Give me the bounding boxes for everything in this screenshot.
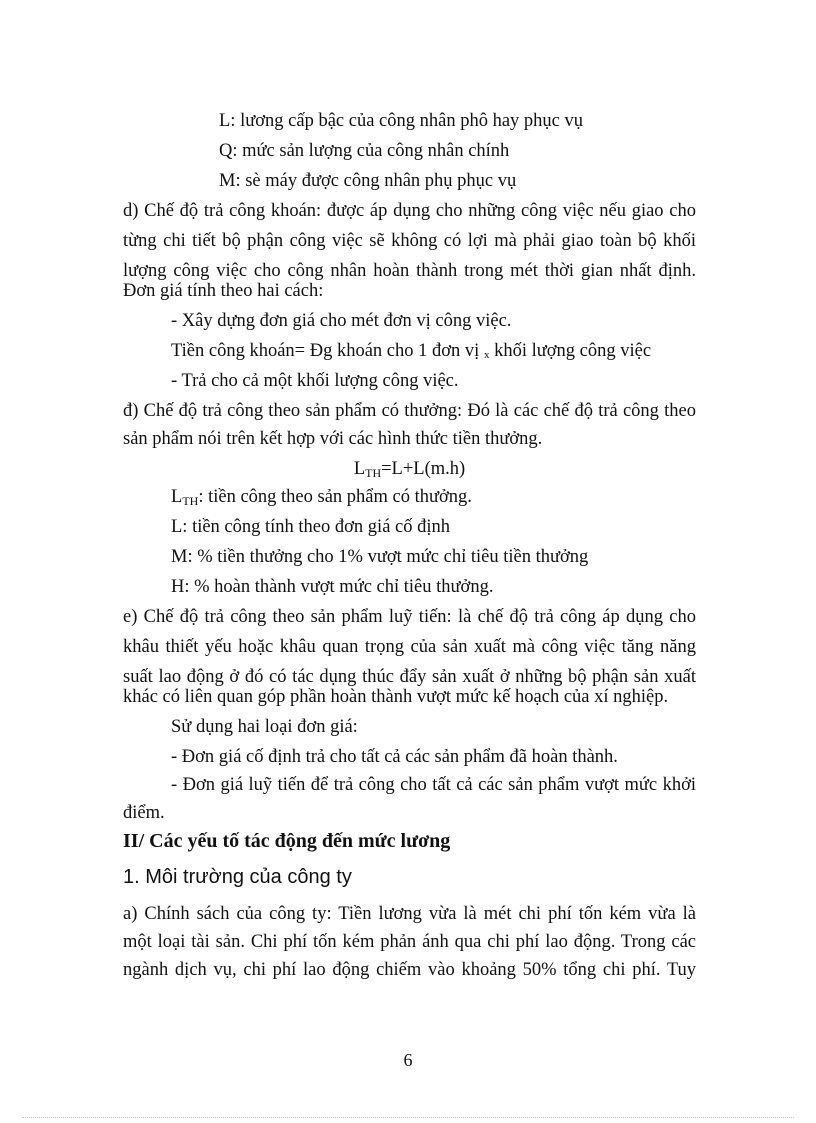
formula-l: L <box>353 459 366 479</box>
paragraph-e-line-3: suất lao động ở đó có tác dụng thúc đẩy sản xuất ở những bộ phận sản xuất <box>123 667 696 687</box>
bullet-e-2-line-2: điểm. <box>123 803 165 823</box>
paragraph-a-line-3: ngành dịch vụ, chi phí lao động chiếm vào khoảng 50% tổng chi phí. Tuy <box>123 960 696 980</box>
definition-lth <box>171 482 696 516</box>
definition-l: L: lương cấp bậc của công nhân phô hay phục vụ <box>219 111 584 131</box>
bullet-e-2-line-1: - Đơn giá luỹ tiến để trả công cho tất cả các sản phẩm vượt mức khởi <box>171 775 696 795</box>
definition-h: H: % hoàn thành vượt mức chỉ tiêu thưởng. <box>171 577 494 597</box>
definition-m-2: M: % tiền thưởng cho 1% vượt mức chỉ tiêu tiền thưởng <box>171 547 589 567</box>
paragraph-e-2: Sử dụng hai loại đơn giá: <box>171 717 358 737</box>
footer-divider <box>22 1117 794 1118</box>
paragraph-e-line-1: e) Chế độ trả công theo sản phẩm luỹ tiến: là chế độ trả công áp dụng cho <box>123 607 696 627</box>
paragraph-dd-line-1: đ) Chế độ trả công theo sản phẩm có thưởng: Đó là các chế độ trả công theo <box>123 401 696 421</box>
subsection-heading-2-1: 1. Môi trường của công ty <box>123 866 352 888</box>
formula-piece-wage-left: Tiền công khoán= Đg khoán cho 1 đơn vị <box>171 341 480 361</box>
paragraph-d-line-1: d) Chế độ trả công khoán: được áp dụng cho những công việc nếu giao cho <box>123 201 696 221</box>
paragraph-e-line-4: khác có liên quan góp phần hoàn thành vượt mức kế hoạch của xí nghiệp. <box>123 687 669 707</box>
definition-lth-l: L <box>171 487 183 507</box>
bullet-d-2: - Trả cho cả một khối lượng công việc. <box>171 371 459 391</box>
paragraph-d-line-2: từng chi tiết bộ phận công việc sẽ không có lợi mà phải giao toàn bộ khối <box>123 231 696 251</box>
definition-m: M: sè máy được công nhân phụ phục vụ <box>219 171 517 191</box>
paragraph-a-line-1: a) Chính sách của công ty: Tiền lương vừa là mét chi phí tốn kém vừa là <box>123 904 696 924</box>
formula-piece-wage-right: khối lượng công việc <box>494 341 652 361</box>
definition-lth-text: : tiền công theo sản phẩm có thưởng. <box>198 487 472 507</box>
paragraph-d-line-3: lượng công việc cho công nhân hoàn thành trong mét thời gian nhất định. <box>123 261 696 281</box>
page-number: 6 <box>403 1050 413 1070</box>
formula-subscript: TH <box>365 466 382 480</box>
formula-rest: =L+L(m.h) <box>381 459 466 479</box>
bullet-e-1: - Đơn giá cố định trả cho tất cả các sản phẩm đã hoàn thành. <box>171 747 618 767</box>
paragraph-dd-line-2: sản phẩm nói trên kết hợp với các hình thức tiền thưởng. <box>123 429 543 449</box>
multiply-symbol: x <box>483 349 490 361</box>
paragraph-a-line-2: một loại tài sản. Chi phí tốn kém phản ánh qua chi phí lao động. Trong các <box>123 932 696 952</box>
paragraph-e-line-2: khâu thiết yếu hoặc khâu quan trọng của sản xuất mà công việc tăng năng <box>123 637 696 657</box>
paragraph-d-line-4: Đơn giá tính theo hai cách: <box>123 281 324 301</box>
formula-piece-wage <box>171 336 696 370</box>
section-heading-2: II/ Các yếu tố tác động đến mức lương <box>123 830 451 852</box>
definition-q: Q: mức sản lượng của công nhân chính <box>219 141 510 161</box>
definition-lth-subscript: TH <box>182 494 199 508</box>
bullet-d-1: - Xây dựng đơn giá cho mét đơn vị công việc. <box>171 311 512 331</box>
definition-l-2: L: tiền công tính theo đơn giá cố định <box>171 517 451 537</box>
